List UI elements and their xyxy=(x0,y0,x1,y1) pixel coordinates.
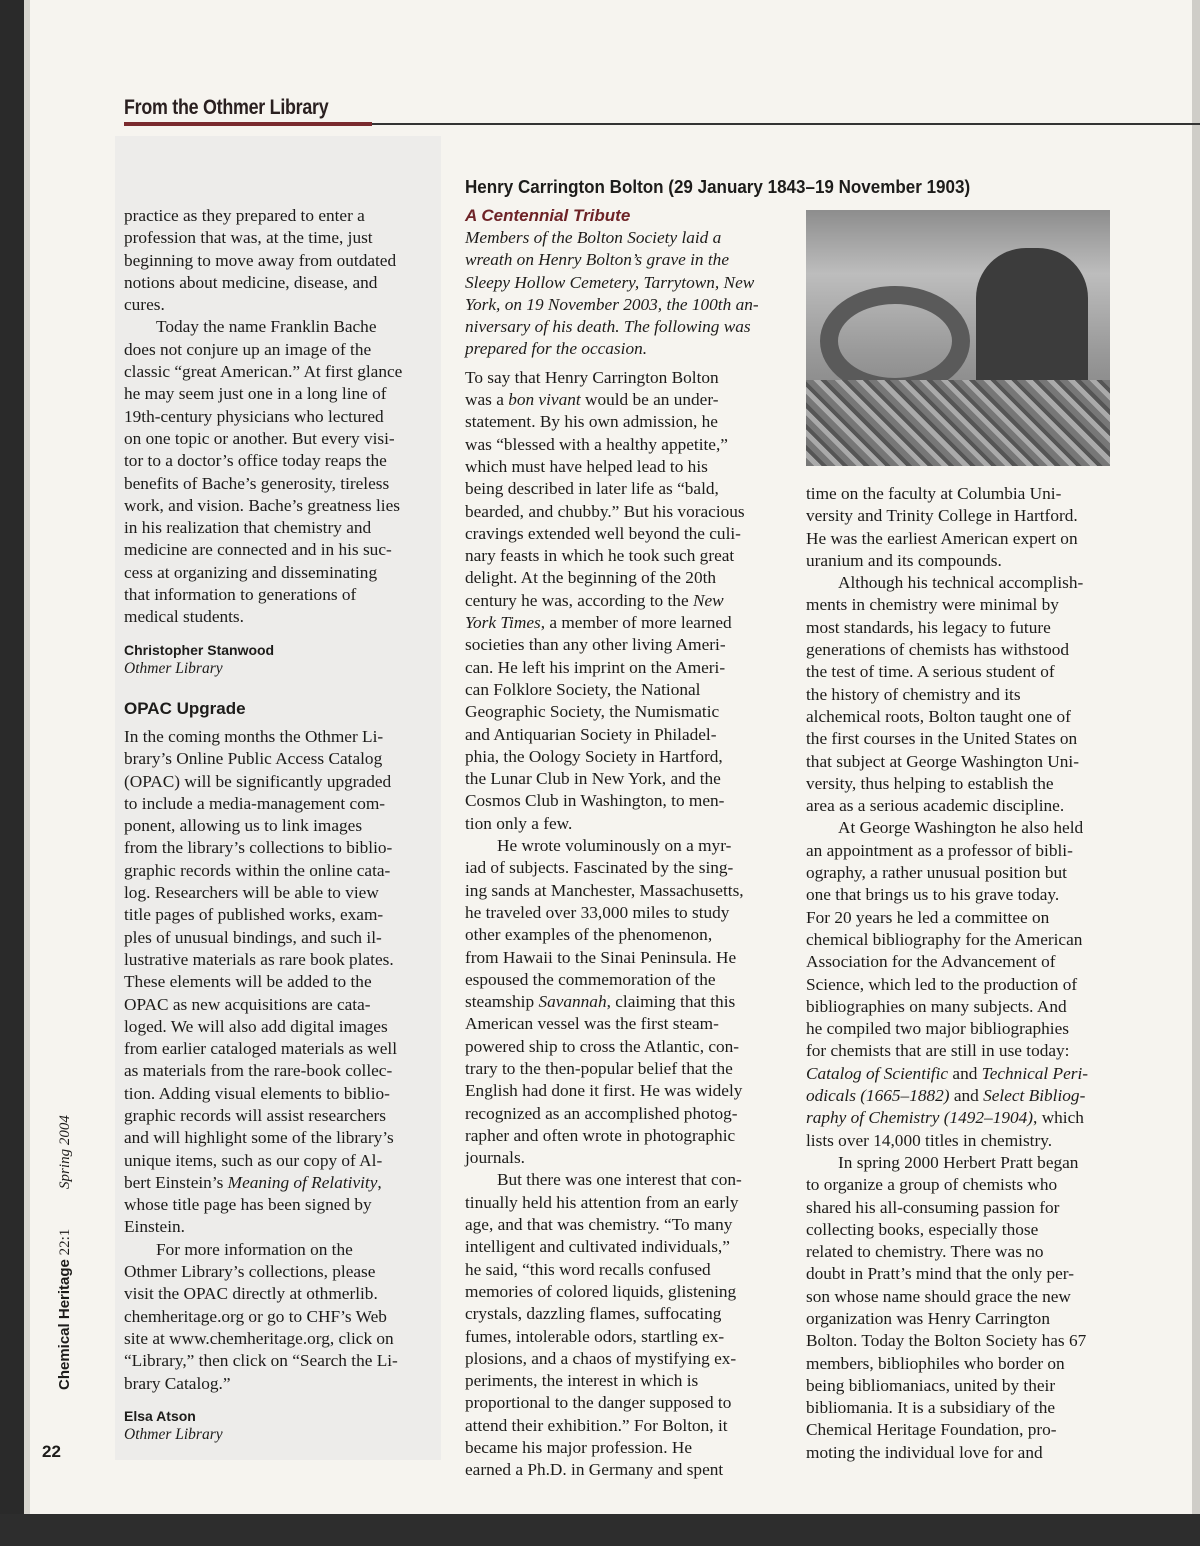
text-line: alchemical roots, Bolton taught one of xyxy=(806,706,1071,726)
text-line: site at www.chemheritage.org, click on xyxy=(124,1328,394,1348)
text-line: he said, “this word recalls confused xyxy=(465,1259,711,1279)
text-line: ples of unusual bindings, and such il- xyxy=(124,927,382,947)
text-line: son whose name should grace the new xyxy=(806,1286,1071,1306)
text-line: can Folklore Society, the National xyxy=(465,679,701,699)
issue-season: Spring 2004 xyxy=(57,1115,73,1189)
text-line: lustrative materials as rare book plates. xyxy=(124,949,394,969)
gravestone xyxy=(976,248,1088,398)
text-line: tor to a doctor’s office today reaps the xyxy=(124,451,387,471)
text-line: he traveled over 33,000 miles to study xyxy=(465,902,730,922)
text-line: versity and Trinity College in Hartford. xyxy=(806,506,1078,526)
scan-edge-right xyxy=(1192,0,1200,1546)
text-line: OPAC as new acquisitions are cata- xyxy=(124,994,371,1014)
text-line: and Antiquarian Society in Philadel- xyxy=(465,724,717,744)
text-line: But there was one interest that con- xyxy=(497,1170,742,1190)
text-line: ponent, allowing us to link images xyxy=(124,816,363,836)
text-line: log. Researchers will be able to view xyxy=(124,883,379,903)
text-line: He was the earliest American expert on xyxy=(806,528,1078,548)
paragraph xyxy=(806,483,1088,572)
text-line: beginning to move away from outdated xyxy=(124,250,397,270)
text-line: intelligent and cultivated individuals,” xyxy=(465,1237,730,1257)
text-line: collecting books, especially those xyxy=(806,1219,1039,1239)
text-line: iad of subjects. Fascinated by the sing- xyxy=(465,858,734,878)
text-line: for chemists that are still in use today: xyxy=(806,1041,1070,1061)
text-line: became his major profession. He xyxy=(465,1438,692,1458)
text-line: bibliographies on many subjects. And xyxy=(806,996,1067,1016)
text-line: Members of the Bolton Society laid a xyxy=(465,228,722,247)
text-line: generations of chemists has withstood xyxy=(806,640,1070,660)
text-line: practice as they prepared to enter a xyxy=(124,206,365,225)
text-line: Geographic Society, the Numismatic xyxy=(465,702,720,722)
page-number: 22 xyxy=(42,1442,61,1461)
text-line: nary feasts in which he took such great xyxy=(465,546,735,566)
text-line: crystals, dazzling flames, suffocating xyxy=(465,1304,722,1324)
text-line: brary Catalog.” xyxy=(124,1373,231,1393)
text-line: American vessel was the first steam- xyxy=(465,1014,719,1034)
text-line: cravings extended well beyond the culi- xyxy=(465,523,741,543)
text-line: title pages of published works, exam- xyxy=(124,905,384,925)
text-line: medicine are connected and in his suc- xyxy=(124,540,392,560)
text-line: the first courses in the United States on xyxy=(806,729,1078,749)
text-line: cures. xyxy=(124,295,165,315)
text-line: he may seem just one in a long line of xyxy=(124,384,387,404)
text-line: periments, the interest in which is xyxy=(465,1371,699,1391)
text-line: For 20 years he led a committee on xyxy=(806,907,1050,927)
text-line: uranium and its compounds. xyxy=(806,550,1002,570)
text-line: rapher and often wrote in photographic xyxy=(465,1125,736,1145)
text-line: In the coming months the Othmer Li- xyxy=(124,726,384,746)
text-line: chemical bibliography for the American xyxy=(806,929,1083,949)
text-line: was “blessed with a healthy appetite,” xyxy=(465,434,728,454)
text-line: in his realization that chemistry and xyxy=(124,518,372,538)
text-line: fumes, intolerable odors, startling ex- xyxy=(465,1326,725,1346)
text-line: moting the individual love for and xyxy=(806,1442,1043,1462)
text-line: bearded, and chubby.” But his voracious xyxy=(465,501,745,521)
text-line: related to chemistry. There was no xyxy=(806,1242,1044,1262)
header-rule xyxy=(372,123,1200,125)
text-line: prepared for the occasion. xyxy=(465,339,648,359)
paragraph xyxy=(465,1169,759,1481)
subsection-heading: OPAC Upgrade xyxy=(124,698,246,718)
text-line: most standards, his legacy to future xyxy=(806,617,1051,637)
issue-number: 22:1 xyxy=(57,1228,73,1256)
text-line: Othmer Library’s collections, please xyxy=(124,1262,376,1282)
text-line: At George Washington he also held xyxy=(838,818,1084,838)
article-subtitle: A Centennial Tribute xyxy=(465,206,631,225)
text-line: 19th-century physicians who lectured xyxy=(124,406,384,426)
running-footer xyxy=(56,1115,74,1390)
text-line: being described in later life as “bald, xyxy=(465,479,719,499)
text-line: In spring 2000 Herbert Pratt began xyxy=(838,1152,1079,1172)
text-line: statement. By his own admission, he xyxy=(465,412,718,432)
text-line: ing sands at Manchester, Massachusetts, xyxy=(465,880,744,900)
text-line: notions about medicine, disease, and xyxy=(124,272,378,292)
text-line: graphic records within the online cata- xyxy=(124,860,391,880)
text-line: that subject at George Washington Uni- xyxy=(806,751,1079,771)
text-line: to include a media-management com- xyxy=(124,793,386,813)
paragraph xyxy=(465,367,759,835)
text-line: an appointment as a professor of bibli- xyxy=(806,840,1073,860)
text-line: “Library,” then click on “Search the Li- xyxy=(124,1351,398,1371)
text-line: versity, thus helping to establish the xyxy=(806,773,1054,793)
scan-edge-left xyxy=(0,0,24,1546)
text-line: journals. xyxy=(465,1148,525,1168)
text-line: bert Einstein’s Meaning of Relativity, xyxy=(124,1172,382,1192)
text-line: and will highlight some of the library’s xyxy=(124,1128,394,1148)
text-line: brary’s Online Public Access Catalog xyxy=(124,749,383,769)
text-line: (OPAC) will be significantly upgraded xyxy=(124,771,392,791)
text-line: time on the faculty at Columbia Uni- xyxy=(806,484,1062,503)
magazine-name: Chemical Heritage xyxy=(56,1259,73,1390)
text-line: earned a Ph.D. in Germany and spent xyxy=(465,1460,724,1480)
text-line: tion. Adding visual elements to biblio- xyxy=(124,1083,390,1103)
gravestone-photo xyxy=(806,210,1110,466)
author-affiliation: Othmer Library xyxy=(124,1425,223,1443)
text-line: Association for the Advancement of xyxy=(806,952,1056,972)
text-line: phia, the Oology Society in Hartford, xyxy=(465,746,723,766)
text-line: age, and that was chemistry. “To many xyxy=(465,1215,733,1235)
text-line: steamship Savannah, claiming that this xyxy=(465,992,736,1012)
text-line: bibliomania. It is a subsidiary of the xyxy=(806,1398,1056,1418)
text-line: tinually held his attention from an early xyxy=(465,1192,739,1212)
text-line: the test of time. A serious student of xyxy=(806,662,1055,682)
article-title: Henry Carrington Bolton (29 January 1843–19 November 1903) xyxy=(465,176,971,197)
text-line: Science, which led to the production of xyxy=(806,974,1078,994)
text-line: These elements will be added to the xyxy=(124,972,372,992)
text-line: cess at organizing and disseminating xyxy=(124,562,378,582)
text-line: wreath on Henry Bolton’s grave in the xyxy=(465,250,729,270)
text-line: work, and vision. Bache’s greatness lies xyxy=(124,495,400,515)
section-title: From the Othmer Library xyxy=(124,96,329,119)
text-line: the history of chemistry and its xyxy=(806,684,1021,704)
text-line: tion only a few. xyxy=(465,813,573,833)
text-line: on one topic or another. But every visi- xyxy=(124,428,395,448)
text-line: from the library’s collections to biblio- xyxy=(124,838,393,858)
text-line: Catalog of Scientific and Technical Peri- xyxy=(806,1063,1089,1083)
text-line: shared his all-consuming passion for xyxy=(806,1197,1060,1217)
paragraph xyxy=(124,726,402,1239)
text-line: members, bibliophiles who border on xyxy=(806,1353,1065,1373)
text-line: benefits of Bache’s generosity, tireless xyxy=(124,473,390,493)
paragraph xyxy=(806,572,1088,817)
text-line: ography, a rather unusual position but xyxy=(806,863,1067,883)
text-line: Sleepy Hollow Cemetery, Tarrytown, New xyxy=(465,272,755,292)
text-line: recognized as an accomplished photog- xyxy=(465,1103,738,1123)
article-intro xyxy=(465,227,759,361)
text-line: to organize a group of chemists who xyxy=(806,1175,1058,1195)
text-line: was a bon vivant would be an under- xyxy=(465,390,719,410)
text-line: Bolton. Today the Bolton Society has 67 xyxy=(806,1331,1087,1351)
author-name: Christopher Stanwood xyxy=(124,641,275,658)
paragraph xyxy=(124,1239,402,1395)
fallen-leaves xyxy=(806,380,1110,466)
text-line: societies than any other living Ameri- xyxy=(465,635,726,655)
text-line: the Lunar Club in New York, and the xyxy=(465,769,721,789)
paragraph xyxy=(806,1152,1088,1464)
text-line: raphy of Chemistry (1492–1904), which xyxy=(806,1108,1084,1128)
text-line: York Times, a member of more learned xyxy=(465,613,732,633)
text-line: which must have helped lead to his xyxy=(465,456,708,476)
text-line: profession that was, at the time, just xyxy=(124,228,373,248)
text-line: Although his technical accomplish- xyxy=(838,573,1084,593)
text-line: as materials from the rare-book collec- xyxy=(124,1061,393,1081)
text-line: Cosmos Club in Washington, to men- xyxy=(465,791,725,811)
text-line: from earlier cataloged materials as well xyxy=(124,1039,398,1059)
text-line: delight. At the beginning of the 20th xyxy=(465,568,717,588)
left-column xyxy=(124,205,402,1444)
text-line: trary to the then-popular belief that the xyxy=(465,1058,733,1078)
text-line: Einstein. xyxy=(124,1217,185,1237)
text-line: attend their exhibition.” For Bolton, it xyxy=(465,1415,728,1435)
text-line: English had done it first. He was widely xyxy=(465,1081,743,1101)
text-line: For more information on the xyxy=(156,1239,353,1259)
page-gutter xyxy=(24,0,30,1546)
text-line: one that brings us to his grave today. xyxy=(806,885,1060,905)
text-line: niversary of his death. The following was xyxy=(465,317,751,337)
text-line: Today the name Franklin Bache xyxy=(156,317,377,337)
text-line: does not conjure up an image of the xyxy=(124,339,372,359)
author-affiliation: Othmer Library xyxy=(124,659,223,677)
text-line: proportional to the danger supposed to xyxy=(465,1393,732,1413)
author-name: Elsa Atson xyxy=(124,1407,196,1424)
text-line: area as a serious academic discipline. xyxy=(806,796,1065,816)
text-line: To say that Henry Carrington Bolton xyxy=(465,367,719,387)
text-line: odicals (1665–1882) and Select Bibliog- xyxy=(806,1086,1086,1106)
text-line: graphic records will assist researchers xyxy=(124,1105,386,1125)
text-line: chemheritage.org or go to CHF’s Web xyxy=(124,1306,387,1326)
text-line: doubt in Pratt’s mind that the only per- xyxy=(806,1264,1074,1284)
text-line: memories of colored liquids, glistening xyxy=(465,1281,737,1301)
text-line: can. He left his imprint on the Ameri- xyxy=(465,657,726,677)
text-line: being bibliomaniacs, united by their xyxy=(806,1375,1056,1395)
paragraph xyxy=(124,316,402,628)
text-line: century he was, according to the New xyxy=(465,590,724,610)
text-line: powered ship to cross the Atlantic, con- xyxy=(465,1036,740,1056)
text-line: lists over 14,000 titles in chemistry. xyxy=(806,1130,1053,1150)
text-line: whose title page has been signed by xyxy=(124,1195,372,1215)
section-underline xyxy=(124,122,372,126)
paragraph xyxy=(806,817,1088,1151)
text-line: He wrote voluminously on a myr- xyxy=(497,836,732,856)
text-line: espoused the commemoration of the xyxy=(465,969,716,989)
text-line: medical students. xyxy=(124,607,244,627)
paragraph xyxy=(465,835,759,1169)
paragraph xyxy=(124,205,402,316)
text-line: visit the OPAC directly at othmerlib. xyxy=(124,1284,378,1304)
text-line: Chemical Heritage Foundation, pro- xyxy=(806,1420,1057,1440)
text-line: organization was Henry Carrington xyxy=(806,1308,1050,1328)
middle-column xyxy=(465,205,759,1482)
text-line: he compiled two major bibliographies xyxy=(806,1019,1069,1039)
text-line: loged. We will also add digital images xyxy=(124,1016,388,1036)
text-line: from Hawaii to the Sinai Peninsula. He xyxy=(465,947,737,967)
text-line: classic “great American.” At first glance xyxy=(124,362,403,382)
text-line: that information to generations of xyxy=(124,585,357,605)
text-line: plosions, and a chaos of mystifying ex- xyxy=(465,1348,737,1368)
text-line: other examples of the phenomenon, xyxy=(465,925,713,945)
right-column xyxy=(806,483,1088,1464)
text-line: unique items, such as our copy of Al- xyxy=(124,1150,383,1170)
text-line: ments in chemistry were minimal by xyxy=(806,595,1059,615)
scan-edge-bottom xyxy=(0,1514,1200,1546)
text-line: York, on 19 November 2003, the 100th an- xyxy=(465,294,759,314)
